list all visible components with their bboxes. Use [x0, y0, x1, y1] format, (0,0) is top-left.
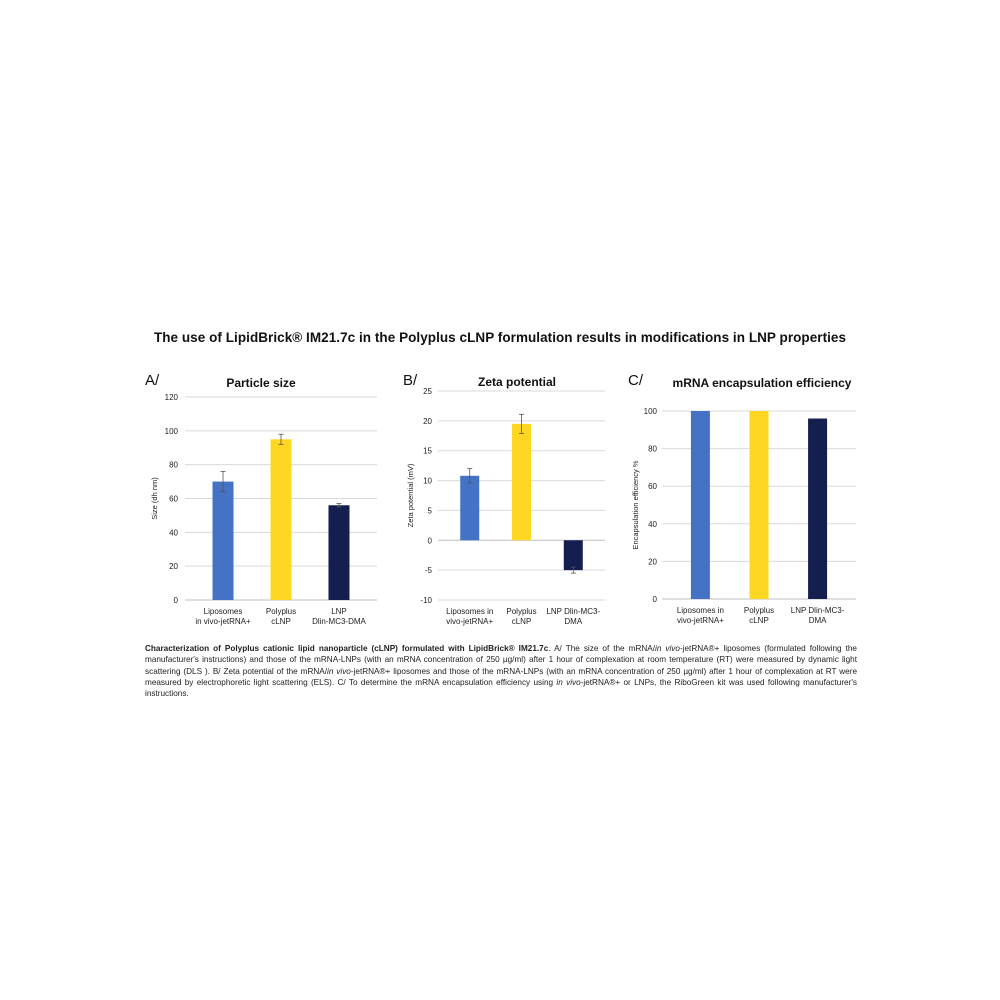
x-tick-label: Dlin-MC3-DMA: [312, 617, 366, 626]
y-tick-label: 40: [648, 519, 657, 529]
x-tick-label: Liposomes in: [446, 607, 494, 616]
zeta-potential-panel: [403, 368, 623, 633]
y-tick-label: 20: [648, 557, 657, 567]
figure-caption: [145, 643, 857, 699]
y-tick-label: 0: [427, 536, 432, 546]
bar: [564, 540, 583, 570]
caption-text-segment: -jetRNA®+ liposomes and those of the mRNA-LNPs (with an mRNA concentration of 250 µg/ml) after 1 hour of complexation at RT were measured by electrophoretic light scattering (ELS). C/ To determine the mRNA encapsulation efficiency using: [145, 666, 857, 687]
y-tick-label: 100: [643, 407, 657, 416]
x-tick-label: cLNP: [749, 616, 769, 625]
caption-italic-term: in vivo: [556, 677, 581, 687]
particle-size-chart: [145, 368, 380, 633]
caption-italic-term: in vivo: [327, 666, 351, 676]
y-tick-label: 15: [423, 446, 432, 456]
y-tick-label: 100: [164, 426, 178, 436]
bar: [460, 476, 479, 540]
zeta-potential-chart: [403, 368, 623, 633]
panel-label-b: B/: [403, 372, 418, 389]
y-tick-label: 120: [164, 393, 178, 402]
particle-size-panel: [145, 368, 380, 633]
caption-text-segment: -jetRNA®+ liposomes (formulated following the manufacturer's instructions) and those of the mRNA-LNPs (with an mRNA concentration of 250 µg/ml) after 1 hour of complexation at room temperature (RT) were measured by dynamic light scattering (DLS ). B/ Zeta potential of the mRNA/: [145, 644, 857, 676]
bar: [328, 505, 349, 600]
y-tick-label: 20: [169, 562, 178, 572]
y-axis-label: Encapsulation efficiency %: [631, 460, 640, 550]
bar: [750, 411, 769, 599]
x-tick-label: DMA: [808, 616, 827, 625]
x-tick-label: Liposomes: [203, 607, 243, 616]
caption-text-segment: . A/ The size of the mRNA/: [548, 644, 655, 653]
y-tick-label: 0: [173, 596, 178, 605]
x-tick-label: Polyplus: [743, 606, 775, 615]
chart-title: Zeta potential: [477, 375, 557, 389]
y-axis-label: Zeta potential (mV): [406, 463, 415, 528]
bar: [691, 411, 710, 599]
x-tick-label: LNP Dlin-MC3-: [790, 606, 845, 615]
y-tick-label: 80: [648, 444, 657, 454]
x-tick-label: cLNP: [511, 617, 532, 626]
caption-text-segment: -jetRNA®+ or LNPs, the RiboGreen kit was used following manufacturer's instructions.: [145, 677, 857, 699]
page-title: The use of LipidBrick® IM21.7c in the Polyplus cLNP formulation results in modifications in LNP properties: [153, 330, 847, 345]
y-tick-label: 40: [169, 528, 178, 538]
bar: [512, 424, 531, 540]
panel-label-c: C/: [628, 372, 643, 389]
y-tick-label: 60: [648, 482, 657, 492]
y-tick-label: 80: [169, 460, 178, 470]
caption-bold-lead: Characterization of Polyplus cationic lipid nanoparticle (cLNP) formulated with LipidBrick® IM21.7c: [145, 644, 549, 653]
y-tick-label: -10: [420, 596, 432, 605]
x-tick-label: vivo-jetRNA+: [446, 617, 494, 626]
y-tick-label: 20: [423, 416, 432, 426]
x-tick-label: in vivo-jetRNA+: [195, 617, 251, 626]
y-axis-label: Size (dh nm): [150, 477, 159, 520]
x-tick-label: Polyplus: [265, 607, 297, 616]
bar: [213, 482, 234, 600]
y-tick-label: 25: [423, 387, 432, 396]
panel-label-a: A/: [145, 372, 160, 389]
chart-title: mRNA encapsulation efficiency: [672, 376, 852, 390]
y-tick-label: 5: [427, 506, 432, 516]
x-tick-label: Polyplus: [506, 607, 537, 616]
x-tick-label: vivo-jetRNA+: [676, 616, 724, 625]
y-tick-label: 0: [652, 595, 657, 604]
encapsulation-efficiency-chart: [628, 368, 860, 633]
y-tick-label: 60: [169, 494, 178, 504]
x-tick-label: DMA: [564, 617, 583, 626]
bar: [808, 419, 827, 599]
chart-title: Particle size: [226, 376, 296, 390]
x-tick-label: cLNP: [271, 617, 291, 626]
y-tick-label: 10: [423, 476, 432, 486]
encapsulation-panel: [628, 368, 860, 633]
x-tick-label: LNP: [331, 607, 347, 616]
y-tick-label: -5: [424, 566, 432, 576]
bar: [271, 439, 292, 600]
x-tick-label: LNP Dlin-MC3-: [546, 607, 601, 616]
caption-italic-term: in vivo: [655, 644, 680, 653]
x-tick-label: Liposomes in: [676, 606, 724, 615]
